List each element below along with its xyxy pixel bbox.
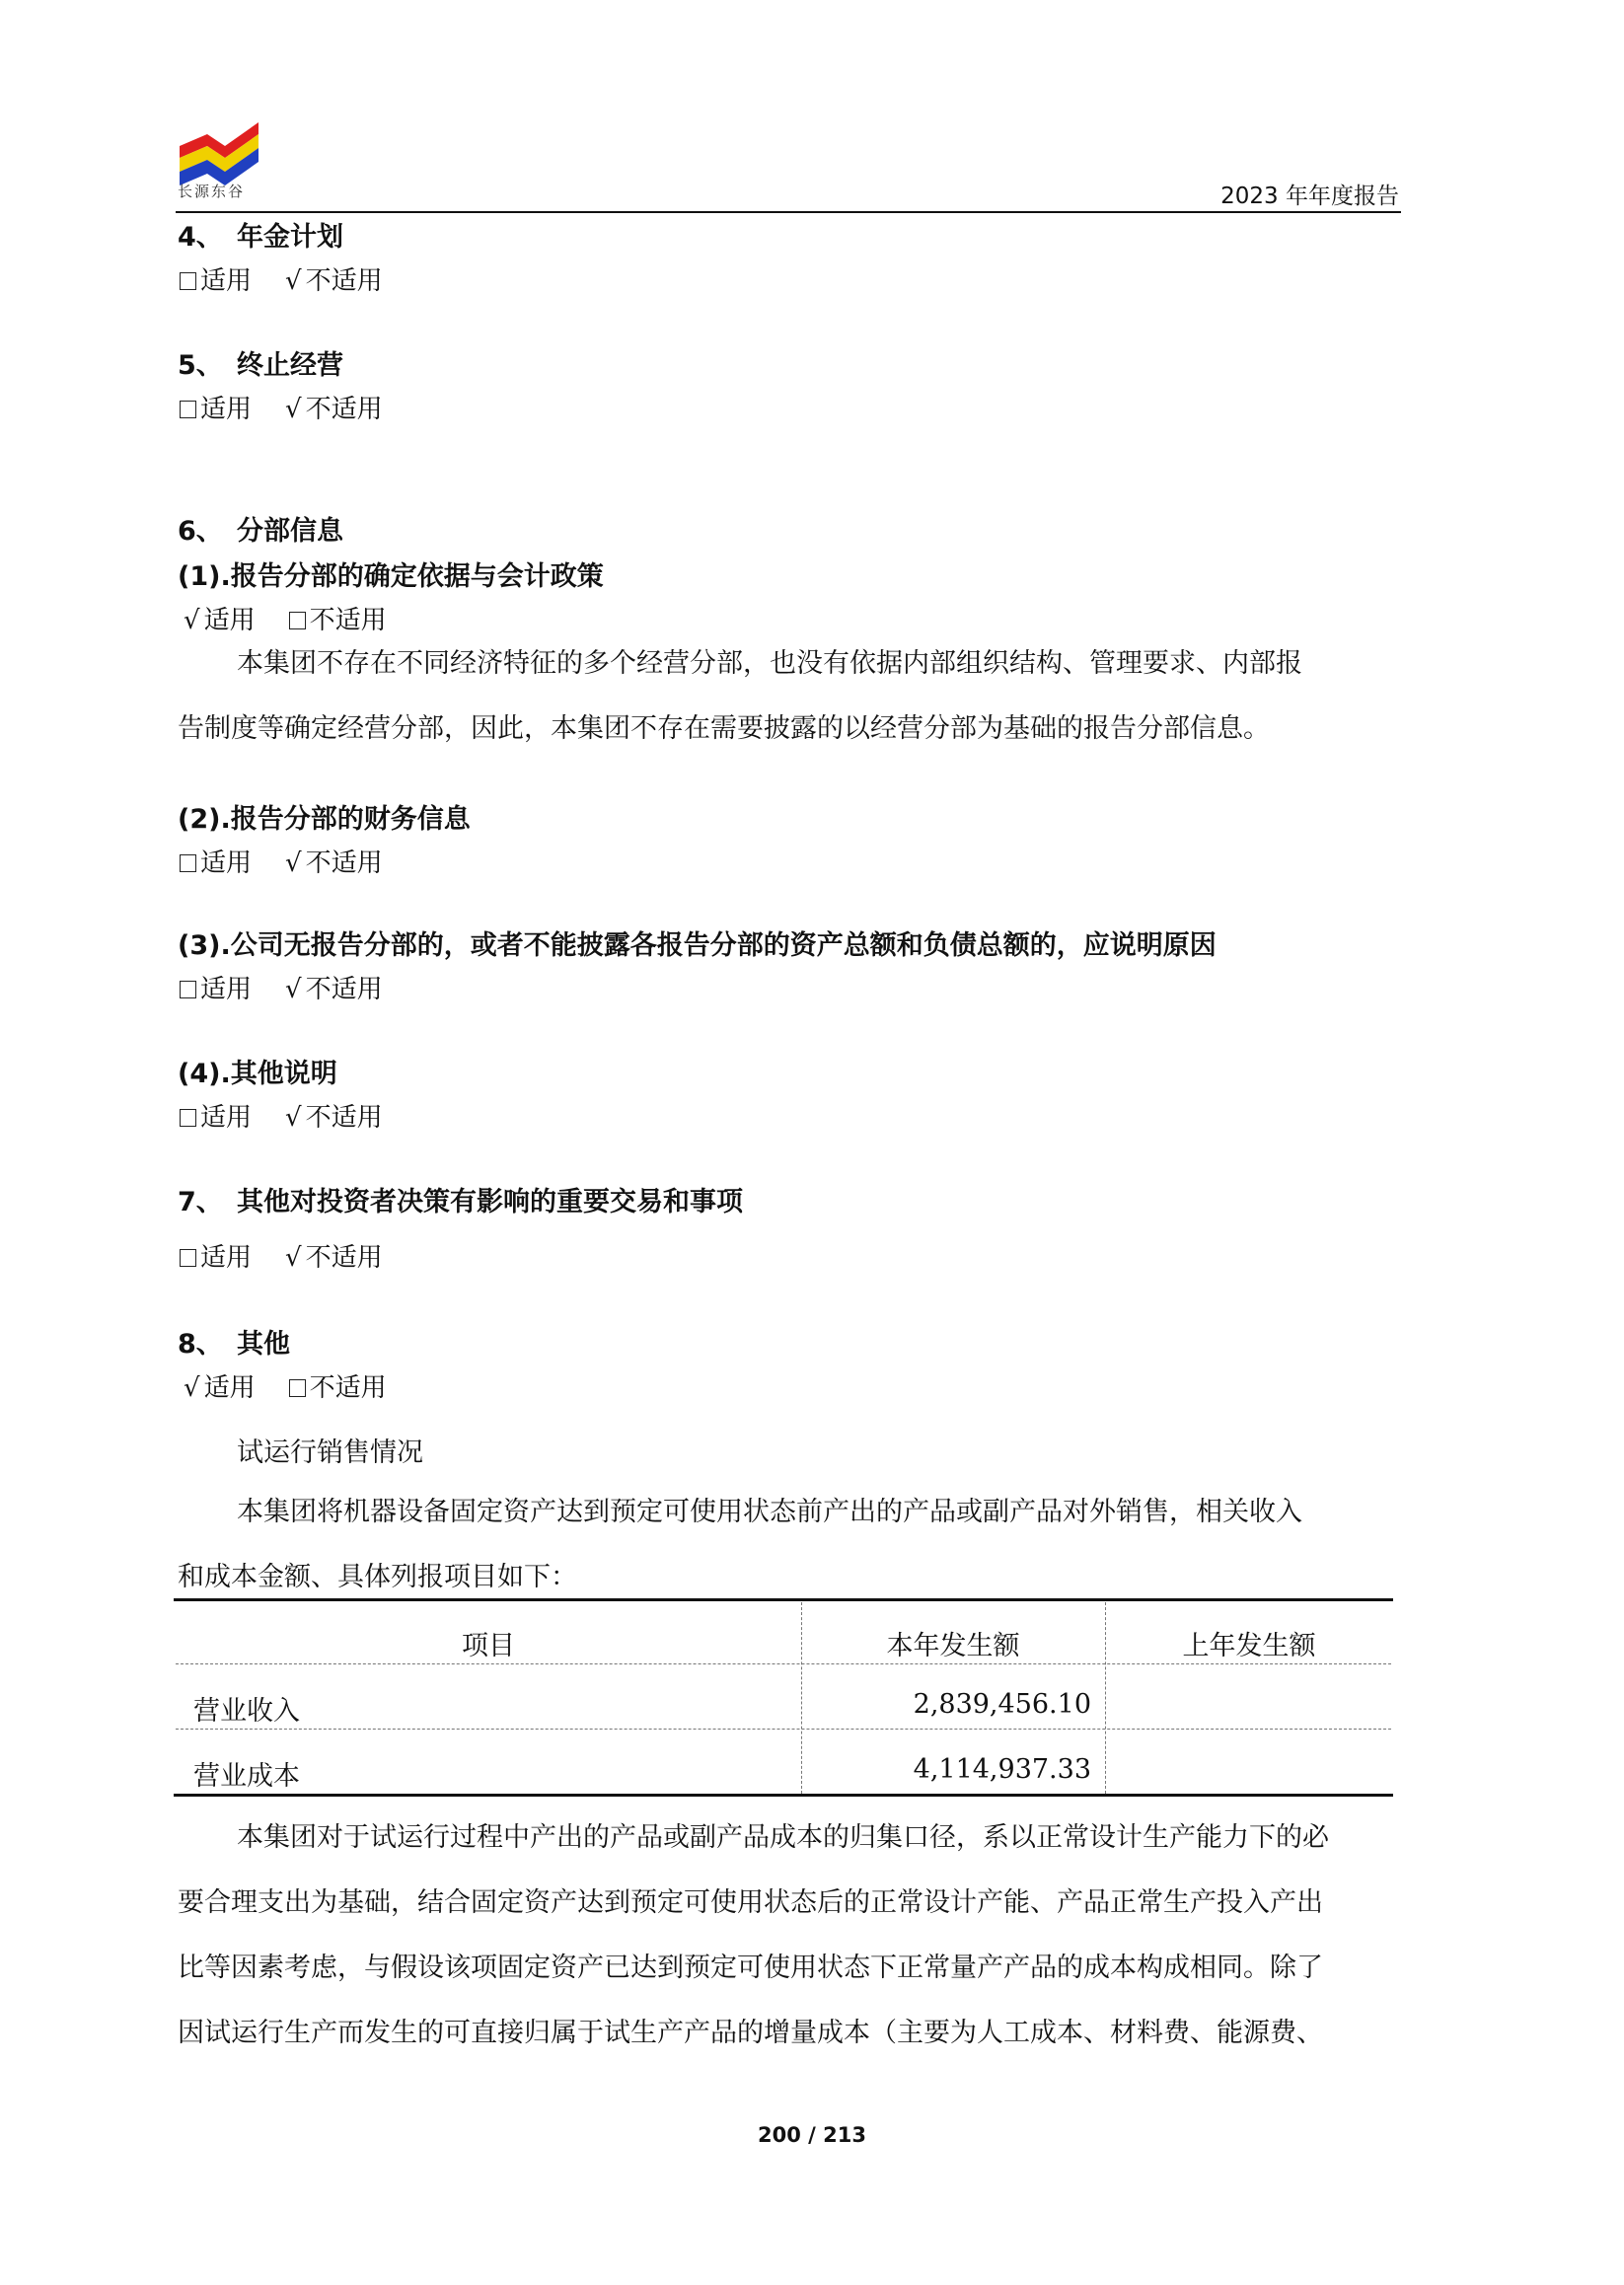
section-6-sub3-title: (3).公司无报告分部的，或者不能披露各报告分部的资产总额和负债总额的，应说明原因 (178, 930, 1217, 961)
checkbox-unchecked-icon (180, 1249, 196, 1267)
section-4-heading: 4、 年金计划 (178, 222, 343, 253)
section-6-sub4-title: (4).其他说明 (178, 1059, 337, 1089)
row-item: 营业收入 (193, 1696, 300, 1727)
checkbox-unchecked-icon (289, 612, 306, 629)
checkmark-icon: √ (285, 1103, 302, 1133)
checkbox-unchecked-icon (180, 981, 196, 998)
section-8-options: √ 适用 不适用 (184, 1373, 387, 1403)
section-6-sub1-paragraph: 本集团不存在不同经济特征的多个经营分部，也没有依据内部组织结构、管理要求、内部报 告制度等确定经营分部，因此，本集团不存在需要披露的以经营分部为基础的报告分部信息。 (178, 648, 1302, 744)
checkbox-unchecked-icon (180, 401, 196, 418)
trial-run-intro: 本集团将机器设备固定资产达到预定可使用状态前产出的产品或副产品对外销售，相关收入 和成本金额、具体列报项目如下： (178, 1497, 1302, 1592)
section-6-sub2-options: 适用 √ 不适用 (180, 843, 383, 879)
checkmark-icon: √ (285, 395, 302, 424)
checkmark-icon: √ (285, 975, 302, 1004)
table-header-prior: 上年发生额 (1182, 1631, 1316, 1661)
section-5-options: 适用 √ 不适用 (180, 389, 383, 425)
report-title: 2023 年年度报告 (1220, 184, 1399, 209)
table-bottom-rule (174, 1794, 1393, 1797)
header-divider (176, 211, 1401, 213)
checkmark-icon: √ (184, 606, 200, 635)
trial-run-cost-paragraph: 本集团对于试运行过程中产出的产品或副产品成本的归集口径，系以正常设计生产能力下的必 要合理支出为基础，结合固定资产达到预定可使用状态后的正常设计产能、产品正常生产投入产出 比等因素考虑，与假设该项固定资产已达到预定可使用状态下正常量产产品的成本构成相同。除了 因试运行生产而发生的可直接归属于试生产产品的增量成本（主要为人工成本、材料费、能源费、 (178, 1822, 1329, 2048)
table-top-rule (174, 1598, 1393, 1601)
row-current: 4,114,937.33 (913, 1754, 1091, 1785)
section-6-sub1-options: √ 适用 不适用 (184, 606, 387, 635)
section-6-sub2-title: (2).报告分部的财务信息 (178, 804, 471, 835)
row-item: 营业成本 (193, 1761, 300, 1792)
checkbox-unchecked-icon (180, 1109, 196, 1127)
checkbox-unchecked-icon (180, 272, 196, 290)
table-header-current: 本年发生额 (886, 1631, 1020, 1661)
section-4-options: 适用 √ 不适用 (180, 260, 383, 297)
logo-text: 长源东谷 (178, 183, 246, 200)
checkmark-icon: √ (184, 1373, 200, 1403)
checkmark-icon: √ (285, 266, 302, 296)
checkbox-unchecked-icon (180, 854, 196, 872)
section-7-heading: 7、 其他对投资者决策有影响的重要交易和事项 (178, 1187, 743, 1217)
section-6-heading: 6、 分部信息 (178, 516, 343, 547)
section-7-options: 适用 √ 不适用 (180, 1237, 383, 1274)
checkbox-unchecked-icon (289, 1379, 306, 1397)
page-number: 200 / 213 (758, 2123, 866, 2147)
table-header-item: 项目 (462, 1631, 515, 1661)
checkmark-icon: √ (285, 1243, 302, 1273)
section-8-heading: 8、 其他 (178, 1329, 290, 1360)
checkmark-icon: √ (285, 848, 302, 878)
section-5-heading: 5、 终止经营 (178, 350, 343, 381)
trial-run-subtitle: 试运行销售情况 (237, 1437, 423, 1468)
section-6-sub3-options: 适用 √ 不适用 (180, 969, 383, 1005)
row-current: 2,839,456.10 (913, 1689, 1091, 1720)
section-6-sub1-title: (1).报告分部的确定依据与会计政策 (178, 561, 604, 592)
section-6-sub4-options: 适用 √ 不适用 (180, 1097, 383, 1134)
